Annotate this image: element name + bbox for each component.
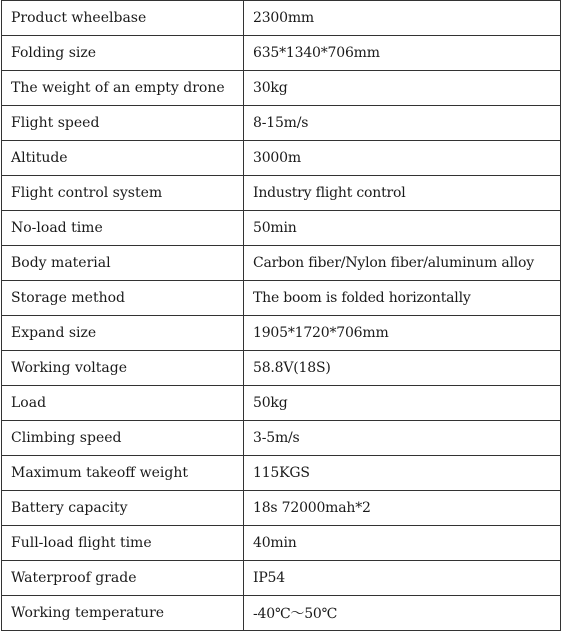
- row-value: 50kg: [244, 386, 561, 421]
- row-label: Flight speed: [2, 106, 244, 141]
- table-row: [2, 596, 561, 631]
- row-label: Expand size: [2, 316, 244, 351]
- table-row: [2, 1, 561, 36]
- row-label: Product wheelbase: [2, 1, 244, 36]
- table-row: [2, 351, 561, 386]
- row-value: 115KGS: [244, 456, 561, 491]
- table-row: [2, 526, 561, 561]
- row-label: Working temperature: [2, 596, 244, 631]
- row-value: 635*1340*706mm: [244, 36, 561, 71]
- table-row: [2, 386, 561, 421]
- row-label: Flight control system: [2, 176, 244, 211]
- table-row: [2, 561, 561, 596]
- row-label: The weight of an empty drone: [2, 71, 244, 106]
- row-label: Working voltage: [2, 351, 244, 386]
- row-label: Maximum takeoff weight: [2, 456, 244, 491]
- row-label: Storage method: [2, 281, 244, 316]
- row-label: Full-load flight time: [2, 526, 244, 561]
- row-value: Carbon fiber/Nylon fiber/aluminum alloy: [244, 246, 561, 281]
- spec-table-body: [2, 1, 561, 631]
- table-row: [2, 421, 561, 456]
- row-value: Industry flight control: [244, 176, 561, 211]
- table-row: [2, 281, 561, 316]
- row-value: 3-5m/s: [244, 421, 561, 456]
- table-row: [2, 36, 561, 71]
- row-value: 3000m: [244, 141, 561, 176]
- row-label: Battery capacity: [2, 491, 244, 526]
- row-label: No-load time: [2, 211, 244, 246]
- row-label: Climbing speed: [2, 421, 244, 456]
- row-label: Waterproof grade: [2, 561, 244, 596]
- table-row: [2, 176, 561, 211]
- table-row: [2, 456, 561, 491]
- row-value: 58.8V(18S): [244, 351, 561, 386]
- row-value: 1905*1720*706mm: [244, 316, 561, 351]
- table-row: [2, 141, 561, 176]
- table-row: [2, 71, 561, 106]
- table-row: [2, 316, 561, 351]
- spec-table: [1, 0, 561, 631]
- row-value: 30kg: [244, 71, 561, 106]
- table-row: [2, 491, 561, 526]
- row-label: Body material: [2, 246, 244, 281]
- row-value: 8-15m/s: [244, 106, 561, 141]
- row-label: Load: [2, 386, 244, 421]
- row-value: 50min: [244, 211, 561, 246]
- row-value: 40min: [244, 526, 561, 561]
- row-value: 18s 72000mah*2: [244, 491, 561, 526]
- row-value: 2300mm: [244, 1, 561, 36]
- row-value: The boom is folded horizontally: [244, 281, 561, 316]
- table-row: [2, 106, 561, 141]
- table-row: [2, 246, 561, 281]
- row-label: Folding size: [2, 36, 244, 71]
- row-value: -40℃～50℃: [244, 596, 561, 631]
- table-row: [2, 211, 561, 246]
- row-label: Altitude: [2, 141, 244, 176]
- row-value: IP54: [244, 561, 561, 596]
